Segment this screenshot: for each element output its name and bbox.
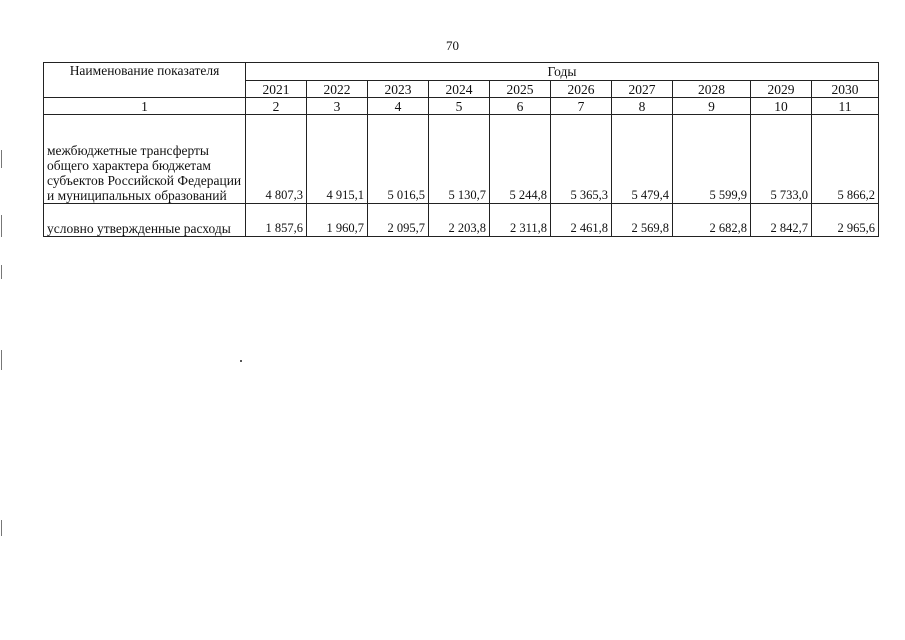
page-number: 70 xyxy=(446,38,459,53)
value-cell: 5 244,8 xyxy=(490,115,551,204)
scan-margin-mark xyxy=(1,520,2,536)
row-label-transfers: межбюджетные трансферты общего характера бюджетам субъектов Российской Федерации и муниципальных образований xyxy=(44,115,246,204)
column-number-cell: 9 xyxy=(673,98,751,115)
header-indicator-name: Наименование показателя xyxy=(44,63,246,98)
scan-margin-mark xyxy=(1,215,2,237)
value-cell: 2 682,8 xyxy=(673,204,751,237)
year-cell: 2022 xyxy=(307,81,368,98)
header-row-top xyxy=(44,63,879,81)
year-cell: 2027 xyxy=(612,81,673,98)
scan-margin-mark xyxy=(1,350,2,370)
value-cell: 1 857,6 xyxy=(246,204,307,237)
value-cell: 5 365,3 xyxy=(551,115,612,204)
column-number-cell: 8 xyxy=(612,98,673,115)
table-row xyxy=(44,115,879,204)
value-cell: 5 130,7 xyxy=(429,115,490,204)
value-cell: 5 479,4 xyxy=(612,115,673,204)
year-cell: 2028 xyxy=(673,81,751,98)
row-label-conditional-expenses: условно утвержденные расходы xyxy=(44,204,246,237)
stray-dot xyxy=(240,360,242,362)
table-row xyxy=(44,204,879,237)
value-cell: 2 842,7 xyxy=(751,204,812,237)
value-cell: 5 599,9 xyxy=(673,115,751,204)
value-cell: 2 461,8 xyxy=(551,204,612,237)
column-number-cell: 5 xyxy=(429,98,490,115)
year-cell: 2026 xyxy=(551,81,612,98)
scan-margin-mark xyxy=(1,150,2,168)
year-cell: 2024 xyxy=(429,81,490,98)
header-years: Годы xyxy=(246,63,879,81)
column-number-cell: 4 xyxy=(368,98,429,115)
budget-table xyxy=(43,62,879,237)
value-cell: 1 960,7 xyxy=(307,204,368,237)
scan-margin-mark xyxy=(1,265,2,279)
value-cell: 2 095,7 xyxy=(368,204,429,237)
column-number-cell: 3 xyxy=(307,98,368,115)
value-cell: 2 203,8 xyxy=(429,204,490,237)
year-cell: 2025 xyxy=(490,81,551,98)
year-cell: 2030 xyxy=(812,81,879,98)
value-cell: 2 965,6 xyxy=(812,204,879,237)
value-cell: 5 733,0 xyxy=(751,115,812,204)
value-cell: 5 866,2 xyxy=(812,115,879,204)
year-cell: 2029 xyxy=(751,81,812,98)
value-cell: 5 016,5 xyxy=(368,115,429,204)
value-cell: 2 569,8 xyxy=(612,204,673,237)
column-number-cell: 7 xyxy=(551,98,612,115)
column-number-cell: 10 xyxy=(751,98,812,115)
year-cell: 2021 xyxy=(246,81,307,98)
column-number-cell: 2 xyxy=(246,98,307,115)
column-number-cell: 11 xyxy=(812,98,879,115)
column-number-cell: 1 xyxy=(44,98,246,115)
column-number-row xyxy=(44,98,879,115)
value-cell: 2 311,8 xyxy=(490,204,551,237)
value-cell: 4 915,1 xyxy=(307,115,368,204)
value-cell: 4 807,3 xyxy=(246,115,307,204)
year-cell: 2023 xyxy=(368,81,429,98)
column-number-cell: 6 xyxy=(490,98,551,115)
